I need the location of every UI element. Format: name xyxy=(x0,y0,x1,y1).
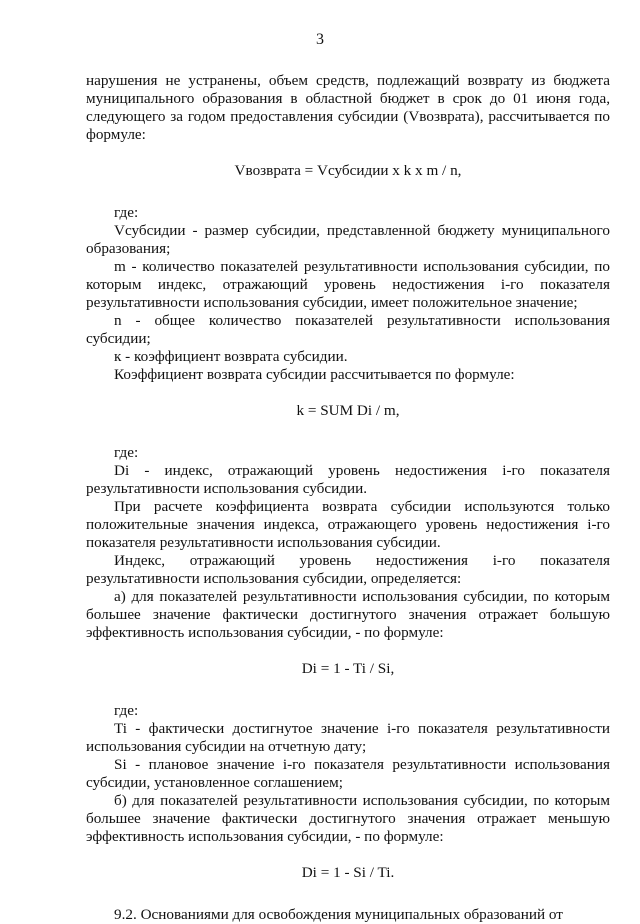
paragraph-coefficient: Коэффициент возврата субсидии рассчитывается по формуле: xyxy=(114,366,515,383)
paragraph-case-a: а) для показателей результативности использования субсидии, по которым большее значение фактически достигнутого значения отражает большую эффективность использования субсидии, - по формуле: xyxy=(86,588,610,641)
definition-vsubsidy: Vсубсидии - размер субсидии, представленной бюджету муниципального образования; xyxy=(86,222,610,257)
definition-k: к - коэффициент возврата субсидии. xyxy=(114,348,348,365)
formula-di-b: Di = 1 - Si / Ti. xyxy=(301,864,395,881)
where-label: где: xyxy=(114,702,139,719)
definition-m: m - количество показателей результативности использования субсидии, по которым индекс, отражающий уровень недостижения i-го показателя результативности использования субсидии, имеет положительное значение; xyxy=(86,258,610,311)
paragraph-case-b: б) для показателей результативности использования субсидии, по которым большее значение фактически достигнутого значения отражает меньшую эффективность использования субсидии, - по формуле: xyxy=(86,792,610,845)
definition-n: n - общее количество показателей результативности использования субсидии; xyxy=(86,312,610,347)
where-label: где: xyxy=(114,204,139,221)
paragraph-return-volume: нарушения не устранены, объем средств, подлежащий возврату из бюджета муниципального образования в областной бюджет в срок до 01 июня года, следующего за годом предоставления субсидии (Vвозврата), рассчитывается по формуле: xyxy=(86,72,610,143)
page-number: 3 xyxy=(316,31,324,48)
paragraph-index-determined: Индекс, отражающий уровень недостижения i-го показателя результативности использования субсидии, определяется: xyxy=(86,552,610,587)
paragraph-section-9-2: 9.2. Основаниями для освобождения муниципальных образований от xyxy=(114,906,563,923)
formula-coefficient: k = SUM Di / m, xyxy=(296,402,400,419)
document-body xyxy=(86,72,610,924)
where-label: где: xyxy=(114,444,139,461)
paragraph-positive-values: При расчете коэффициента возврата субсидии используются только положительные значения индекса, отражающего уровень недостижения i-го показателя результативности использования субсидии. xyxy=(86,498,610,551)
formula-return-volume: Vвозврата = Vсубсидии x k x m / n, xyxy=(234,162,462,179)
definition-si: Si - плановое значение i-го показателя результативности использования субсидии, установленное соглашением; xyxy=(86,756,610,791)
definition-ti: Ti - фактически достигнутое значение i-го показателя результативности использования субсидии на отчетную дату; xyxy=(86,720,610,755)
formula-di-a: Di = 1 - Ti / Si, xyxy=(301,660,395,677)
definition-di: Di - индекс, отражающий уровень недостижения i-го показателя результативности использования субсидии. xyxy=(86,462,610,497)
